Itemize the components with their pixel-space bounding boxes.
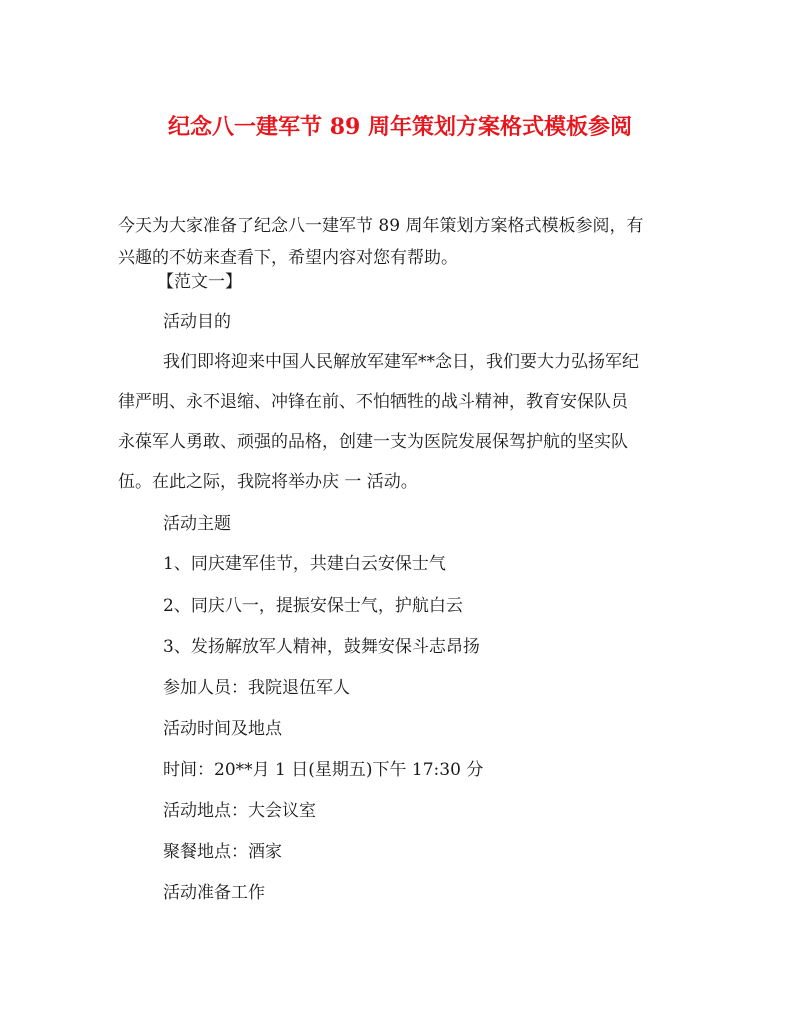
intro-line-1: 今天为大家准备了纪念八一建军节 89 周年策划方案格式模板参阅，有 [118, 216, 644, 236]
theme-item-2: 2、同庆八一，提振安保士气，护航白云 [163, 596, 463, 616]
event-venue: 活动地点：大会议室 [163, 801, 316, 821]
intro-line-2: 兴趣的不妨来查看下，希望内容对您有帮助。 [118, 248, 458, 268]
purpose-line-2: 律严明、永不退缩、冲锋在前、不怕牺牲的战斗精神，教育安保队员 [118, 392, 628, 412]
prep-heading: 活动准备工作 [163, 883, 265, 903]
theme-item-3: 3、发扬解放军人精神，鼓舞安保斗志昂扬 [163, 637, 480, 657]
purpose-line-1: 我们即将迎来中国人民解放军建军**念日，我们要大力弘扬军纪 [163, 352, 639, 372]
participants: 参加人员：我院退伍军人 [163, 678, 350, 698]
event-time: 时间：20**月 1 日(星期五)下午 17:30 分 [163, 760, 484, 780]
purpose-heading: 活动目的 [163, 312, 231, 332]
time-place-heading: 活动时间及地点 [163, 719, 282, 739]
theme-heading: 活动主题 [163, 514, 231, 534]
theme-item-1: 1、同庆建军佳节，共建白云安保士气 [163, 554, 446, 574]
dinner-venue: 聚餐地点：酒家 [163, 842, 282, 862]
document-title: 纪念八一建军节 89 周年策划方案格式模板参阅 [168, 114, 632, 140]
purpose-line-3: 永葆军人勇敢、顽强的品格，创建一支为医院发展保驾护航的坚实队 [118, 432, 628, 452]
purpose-line-4: 伍。在此之际，我院将举办庆 一 活动。 [118, 472, 418, 492]
section-heading: 【范文一】 [157, 272, 242, 292]
